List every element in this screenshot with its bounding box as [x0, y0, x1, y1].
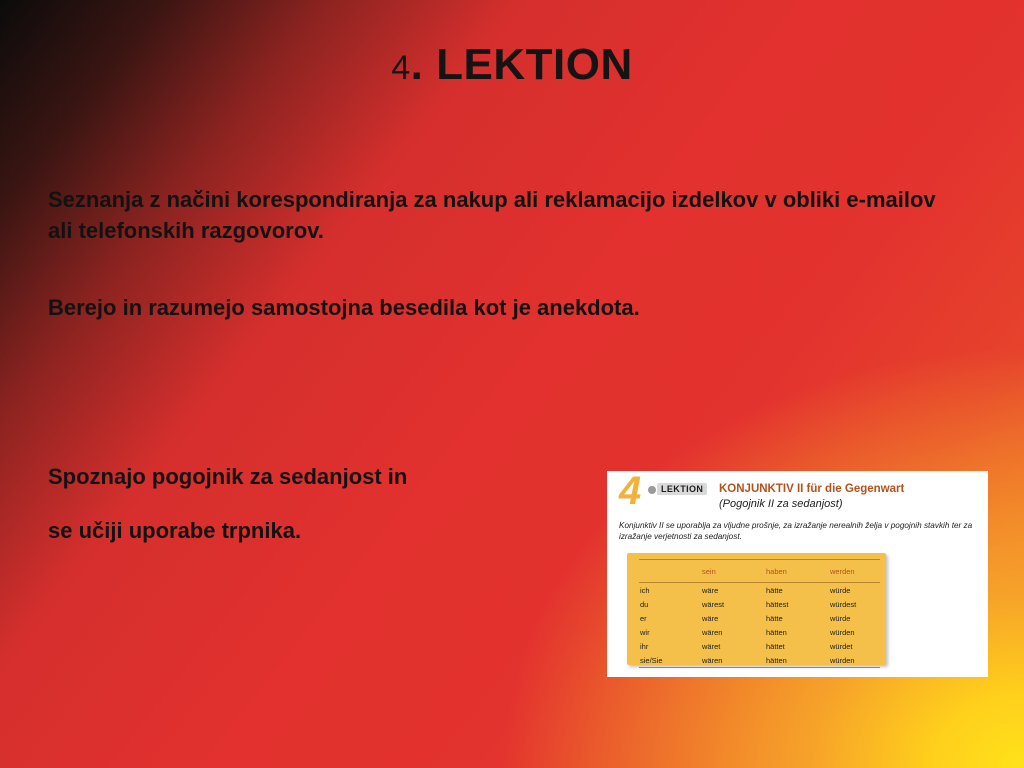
- table-header-row: [639, 560, 880, 583]
- table-cell: wärest: [702, 599, 725, 609]
- table-cell: sie/Sie: [639, 653, 701, 668]
- table-cell: hätten: [766, 627, 787, 637]
- table-cell: würden: [829, 653, 880, 668]
- textbook-description: Konjunktiv II se uporablja za vljudne prošnje, za izražanje nerealnih želja v pogojnih stavkih ter za izražanje verjetnosti za sedanjost.: [619, 521, 973, 541]
- table-row: [639, 597, 880, 611]
- table-cell: würde: [830, 585, 851, 595]
- table-cell: hätte: [766, 613, 783, 623]
- table-row: [639, 583, 880, 598]
- textbook-dot: [648, 486, 656, 494]
- table-row: [639, 611, 880, 625]
- paragraph-conditional-line1: Spoznajo pogojnik za sedanjost in: [48, 464, 408, 489]
- table-cell: wir: [640, 627, 650, 637]
- table-row: [639, 639, 880, 653]
- slide-title: [0, 40, 1024, 90]
- table-cell: wäret: [702, 641, 721, 651]
- table-cell: wären: [702, 627, 723, 637]
- table-cell: er: [640, 613, 647, 623]
- paragraph-reading: Berejo in razumejo samostojna besedila kot je anekdota.: [48, 295, 640, 320]
- table-cell: ich: [640, 585, 650, 595]
- table-cell: wären: [701, 653, 765, 668]
- paragraph-conditional-line2: se učiji uporabe trpnika.: [48, 518, 302, 543]
- table-cell: wäre: [702, 613, 719, 623]
- table-cell: würdet: [830, 641, 853, 651]
- textbook-lektion-badge: LEKTION: [657, 483, 707, 495]
- table-cell: würden: [830, 627, 855, 637]
- table-cell: wäre: [702, 585, 719, 595]
- title-text: LEKTION: [436, 40, 633, 89]
- title-dot: .: [410, 40, 437, 89]
- conjugation-table: [627, 553, 886, 665]
- table-cell: hätte: [766, 585, 783, 595]
- column-header: [639, 560, 701, 583]
- textbook-image: [607, 471, 988, 677]
- table-cell: ihr: [640, 641, 649, 651]
- table-row: [639, 653, 880, 668]
- column-header: sein: [701, 560, 765, 583]
- table-cell: würdest: [830, 599, 857, 609]
- column-header: haben: [765, 560, 829, 583]
- table-cell: würde: [830, 613, 851, 623]
- table-row: [639, 625, 880, 639]
- textbook-number: 4: [619, 471, 642, 513]
- textbook-subheading: (Pogojnik II za sedanjost): [719, 498, 843, 510]
- textbook-heading: KONJUNKTIV II für die Gegenwart: [719, 483, 905, 495]
- title-number: 4: [391, 49, 411, 87]
- table-cell: hättet: [766, 641, 785, 651]
- paragraph-correspondence: Seznanja z načini korespondiranja za nakup ali reklamacijo izdelkov v obliki e-mailov ali telefonskih razgovorov.: [48, 187, 936, 243]
- table-cell: du: [640, 599, 649, 609]
- table-cell: hättest: [766, 599, 789, 609]
- column-header: werden: [829, 560, 880, 583]
- table-cell: hätten: [765, 653, 829, 668]
